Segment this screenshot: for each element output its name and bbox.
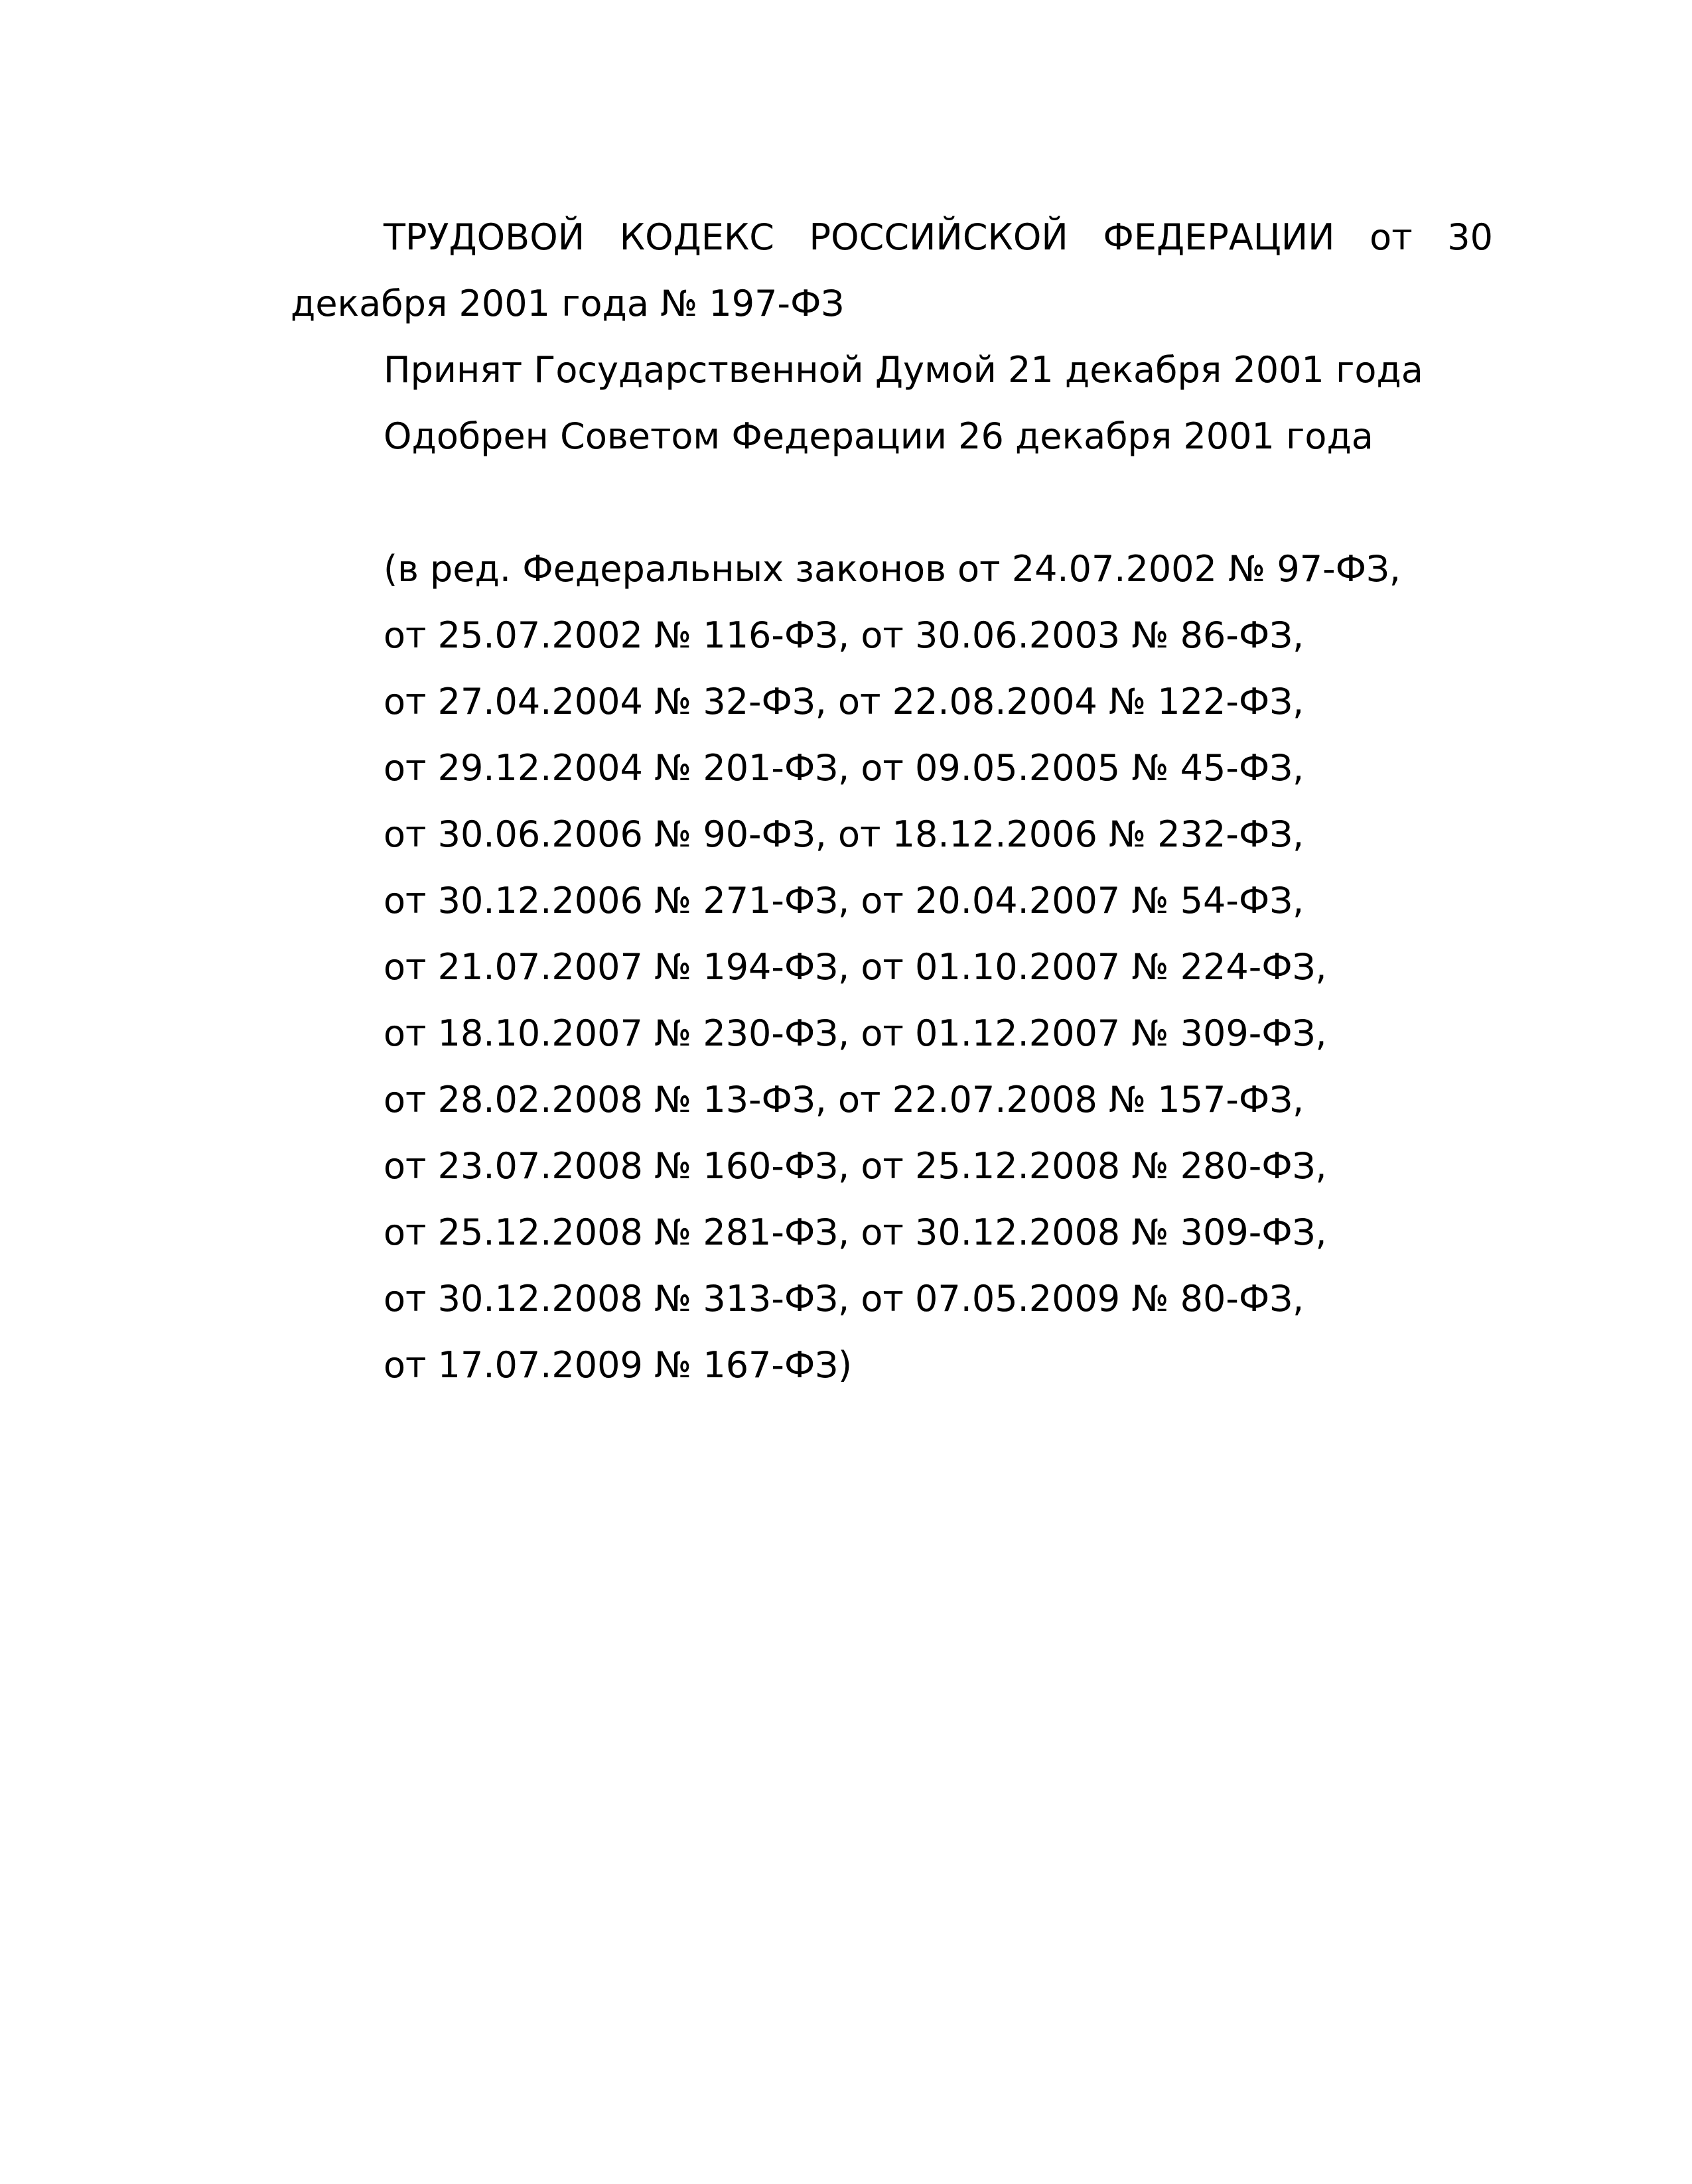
document-title: [291, 204, 1493, 337]
amendment-line: от 21.07.2007 № 194-ФЗ, от 01.10.2007 № 224-ФЗ,: [384, 946, 1327, 988]
adopted-by-duma: Принят Государственной Думой 21 декабря 2001 года: [384, 349, 1423, 391]
amendment-line: (в ред. Федеральных законов от 24.07.2002 № 97-ФЗ,: [384, 548, 1401, 590]
amendment-line: от 25.12.2008 № 281-ФЗ, от 30.12.2008 № 309-ФЗ,: [384, 1211, 1327, 1253]
amendment-line: от 29.12.2004 № 201-ФЗ, от 09.05.2005 № 45-ФЗ,: [384, 747, 1304, 789]
amendment-line: от 30.12.2008 № 313-ФЗ, от 07.05.2009 № 80-ФЗ,: [384, 1278, 1304, 1320]
amendment-line: от 27.04.2004 № 32-ФЗ, от 22.08.2004 № 122-ФЗ,: [384, 681, 1304, 722]
amendment-line: от 30.06.2006 № 90-ФЗ, от 18.12.2006 № 232-ФЗ,: [384, 813, 1304, 855]
title-line-1: ТРУДОВОЙ КОДЕКС РОССИЙСКОЙ ФЕДЕРАЦИИ от 30: [384, 216, 1493, 258]
amendments-list: [384, 536, 1512, 1399]
amendment-line: от 30.12.2006 № 271-ФЗ, от 20.04.2007 № 54-ФЗ,: [384, 880, 1304, 921]
amendment-line: от 17.07.2009 № 167-ФЗ): [384, 1344, 853, 1386]
amendment-line: от 28.02.2008 № 13-ФЗ, от 22.07.2008 № 157-ФЗ,: [384, 1079, 1304, 1121]
amendment-line: от 25.07.2002 № 116-ФЗ, от 30.06.2003 № 86-ФЗ,: [384, 614, 1304, 656]
title-line-2: декабря 2001 года № 197-ФЗ: [291, 283, 845, 324]
amendment-line: от 18.10.2007 № 230-ФЗ, от 01.12.2007 № 309-ФЗ,: [384, 1012, 1327, 1054]
amendment-line: от 23.07.2008 № 160-ФЗ, от 25.12.2008 № 280-ФЗ,: [384, 1145, 1327, 1187]
approved-by-federation-council: Одобрен Советом Федерации 26 декабря 2001 года: [384, 415, 1374, 457]
